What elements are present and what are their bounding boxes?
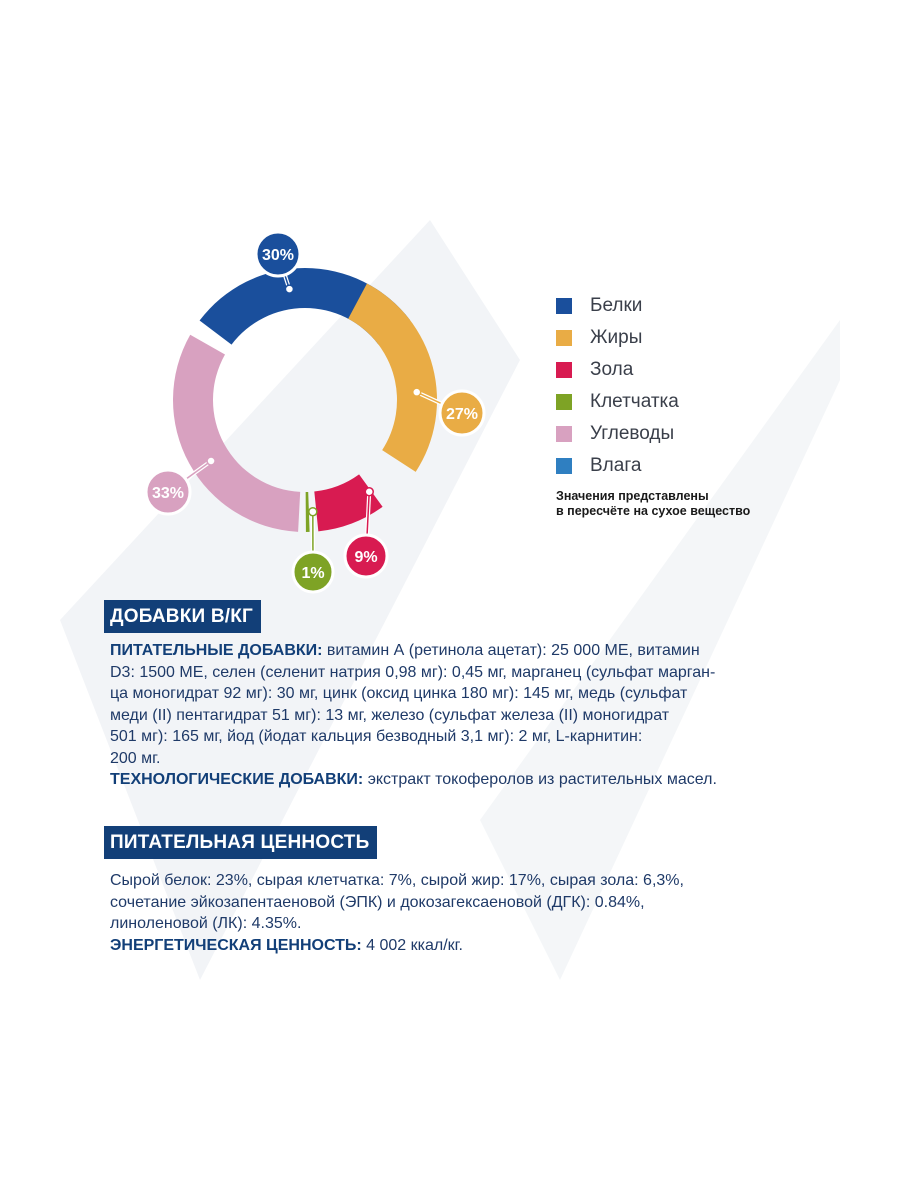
callout-anchor-fats [413,388,421,396]
legend-item-carbs [556,418,679,450]
legend-label-fats: Жиры [590,327,643,348]
nutritional-additives-line6: 200 мг. [110,749,161,767]
data-label-proteins: 30% [261,247,295,264]
legend-swatch-ash [556,362,572,378]
legend-swatch-carbs [556,426,572,442]
legend-item-fiber [556,386,679,418]
energy-value: 4 002 ккал/кг. [361,936,463,954]
nutritional-additives-line2: D3: 1500 МЕ, селен (селенит натрия 0,98 мг): 0,45 мг, марганец (сульфат марган- [110,663,716,681]
nutritional-additives-text: витамин А (ретинола ацетат): 25 000 МЕ, витамин [322,642,700,659]
nutrition-heading: ПИТАТЕЛЬНАЯ ЦЕННОСТЬ [104,826,377,859]
nutritional-additives-line5: 501 мг): 165 мг, йод (йодат кальция безводный 3,1 мг): 2 мг, L-карнитин: [110,728,643,745]
callout-anchor-fiber [309,508,317,516]
chart-note-line1: Значения представлены [556,489,709,503]
legend-label-carbs: Углеводы [590,423,675,444]
legend-item-moisture [556,450,679,482]
chart-legend [556,290,679,482]
legend-item-fats [556,322,679,354]
callout-anchor-ash [365,488,373,496]
nutrition-line2: сочетание эйкозапентаеновой (ЭПК) и докозагексаеновой (ДГК): 0.84%, [110,893,645,911]
legend-label-ash: Зола [590,359,634,380]
donut-slice-ash [314,474,382,531]
callout-anchor-carbs [207,457,215,465]
chart-note [556,489,796,519]
donut-slice-fats [348,283,437,471]
legend-label-moisture: Влага [590,455,642,476]
legend-swatch-fats [556,330,572,346]
technological-additives [110,769,810,791]
legend-item-proteins [556,290,679,322]
nutrition-line1: Сырой белок: 23%, сырая клетчатка: 7%, сырой жир: 17%, сырая зола: 6,3%, [110,872,684,889]
nutrition-text [110,870,810,956]
legend-label-proteins: Белки [590,295,643,316]
nutrition-line3: линоленовой (ЛК): 4.35%. [110,915,302,932]
additives-heading: ДОБАВКИ В/КГ [104,600,261,633]
additives-text [110,640,810,791]
chart-note-line2: в пересчёте на сухое вещество [556,504,751,518]
nutritional-additives-line1 [110,640,810,662]
legend-swatch-moisture [556,458,572,474]
legend-label-fiber: Клетчатка [590,391,679,412]
energy-value-line [110,935,810,957]
technological-additives-label: ТЕХНОЛОГИЧЕСКИЕ ДОБАВКИ: [110,771,364,788]
data-label-fiber: 1% [301,565,325,582]
data-label-fats: 27% [445,406,479,423]
callout-anchor-proteins [285,285,293,293]
nutritional-additives-label: ПИТАТЕЛЬНЫЕ ДОБАВКИ: [110,642,323,659]
data-label-ash: 9% [354,549,378,566]
energy-label: ЭНЕРГЕТИЧЕСКАЯ ЦЕННОСТЬ: [110,936,362,954]
nutritional-additives-line4: меди (II) пентагидрат 51 мг): 13 мг, железо (сульфат железа (II) моногидрат [110,706,670,724]
donut-slice-carbs [173,335,300,532]
legend-swatch-fiber [556,394,572,410]
data-label-carbs: 33% [151,485,185,502]
nutritional-additives-line3: ца моногидрат 92 мг): 30 мг, цинк (оксид цинка 180 мг): 145 мг, медь (сульфат [110,685,688,702]
legend-item-ash [556,354,679,386]
legend-swatch-proteins [556,298,572,314]
technological-additives-text: экстракт токоферолов из растительных масел. [363,771,717,788]
